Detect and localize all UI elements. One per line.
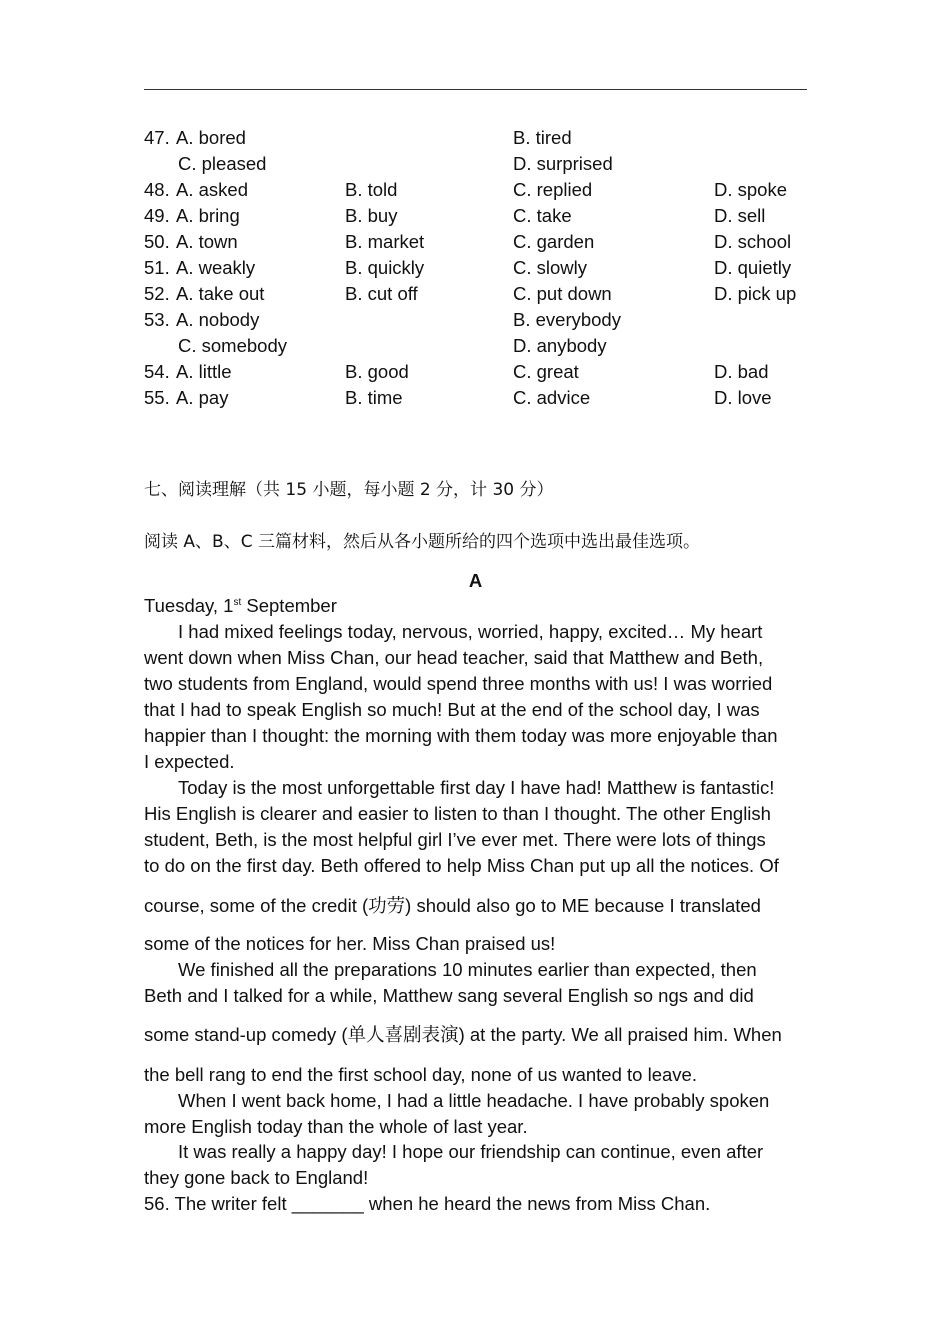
passage-line: course, some of the credit (功劳) should also go to ME because I translated [144,895,761,916]
q50-number: 50. [144,231,170,252]
q55-option-c: C. advice [513,387,591,408]
passage-line: His English is clearer and easier to listen to than I thought. The other English [144,803,771,824]
q52-number: 52. [144,283,170,304]
q47-option-c: C. pleased [178,153,267,174]
passage-line: I expected. [144,751,235,772]
section-instruction: 阅读 A、B、C 三篇材料，然后从各小题所给的四个选项中选出最佳选项。 [144,532,700,552]
q54-option-d: D. bad [714,361,769,382]
q48-option-d: D. spoke [714,179,788,200]
passage-line: some stand-up comedy (单人喜剧表演) at the party. We all praised him. When [144,1024,782,1045]
q47-option-a: A. bored [176,127,246,148]
header-rule [144,89,807,90]
q55-option-b: B. time [345,387,403,408]
passage-line: they gone back to England! [144,1167,369,1188]
q53-option-c: C. somebody [178,335,287,356]
q52-option-d: D. pick up [714,283,797,304]
passage-line: Today is the most unforgettable first day I have had! Matthew is fantastic! [178,777,775,798]
passage-line: Beth and I talked for a while, Matthew sang several English so ngs and did [144,985,754,1006]
passage-line: We finished all the preparations 10 minutes earlier than expected, then [178,959,757,980]
q47-option-d: D. surprised [513,153,613,174]
q51-number: 51. [144,257,170,278]
passage-line: that I had to speak English so much! But at the end of the school day, I was [144,699,760,720]
q51-option-b: B. quickly [345,257,425,278]
q52-option-b: B. cut off [345,283,418,304]
q47-option-b: B. tired [513,127,572,148]
q52-option-c: C. put down [513,283,612,304]
passage-line: I had mixed feelings today, nervous, worried, happy, excited… My heart [178,621,763,642]
q50-option-a: A. town [176,231,238,252]
q55-option-d: D. love [714,387,772,408]
q50-option-d: D. school [714,231,792,252]
passage-line: to do on the first day. Beth offered to help Miss Chan put up all the notices. Of [144,855,779,876]
q55-number: 55. [144,387,170,408]
q48-number: 48. [144,179,170,200]
q51-option-c: C. slowly [513,257,588,278]
passage-line: some of the notices for her. Miss Chan praised us! [144,933,556,954]
q50-option-c: C. garden [513,231,595,252]
passage-title: A [468,570,483,591]
section-heading: 七、阅读理解（共 15 小题，每小题 2 分，计 30 分） [144,480,554,500]
passage-line: student, Beth, is the most helpful girl I’ve ever met. There were lots of things [144,829,766,850]
passage-line: When I went back home, I had a little headache. I have probably spoken [178,1090,770,1111]
q53-option-d: D. anybody [513,335,607,356]
q54-option-c: C. great [513,361,579,382]
q51-option-a: A. weakly [176,257,256,278]
q54-option-a: A. little [176,361,232,382]
date-suffix: September [241,595,337,616]
q49-option-c: C. take [513,205,572,226]
q49-option-d: D. sell [714,205,766,226]
passage-line: happier than I thought: the morning with them today was more enjoyable than [144,725,778,746]
q55-option-a: A. pay [176,387,229,408]
q47-number: 47. [144,127,170,148]
q48-option-c: C. replied [513,179,593,200]
passage-line: went down when Miss Chan, our head teacher, said that Matthew and Beth, [144,647,764,668]
q53-option-b: B. everybody [513,309,621,330]
passage-line: two students from England, would spend three months with us! I was worried [144,673,773,694]
question-56: 56. The writer felt _______ when he heard the news from Miss Chan. [144,1193,711,1214]
q48-option-a: A. asked [176,179,248,200]
q53-number: 53. [144,309,170,330]
passage-line: It was really a happy day! I hope our friendship can continue, even after [178,1141,764,1162]
q49-number: 49. [144,205,170,226]
q53-option-a: A. nobody [176,309,260,330]
q51-option-d: D. quietly [714,257,792,278]
q52-option-a: A. take out [176,283,265,304]
q49-option-b: B. buy [345,205,398,226]
passage-line: more English today than the whole of last year. [144,1116,528,1137]
date-prefix: Tuesday, 1 [144,595,234,616]
q54-option-b: B. good [345,361,409,382]
q54-number: 54. [144,361,170,382]
date-sup: st [233,596,242,608]
passage-date [144,593,814,619]
q50-option-b: B. market [345,231,425,252]
q48-option-b: B. told [345,179,398,200]
passage-line: the bell rang to end the first school day, none of us wanted to leave. [144,1064,697,1085]
q49-option-a: A. bring [176,205,240,226]
